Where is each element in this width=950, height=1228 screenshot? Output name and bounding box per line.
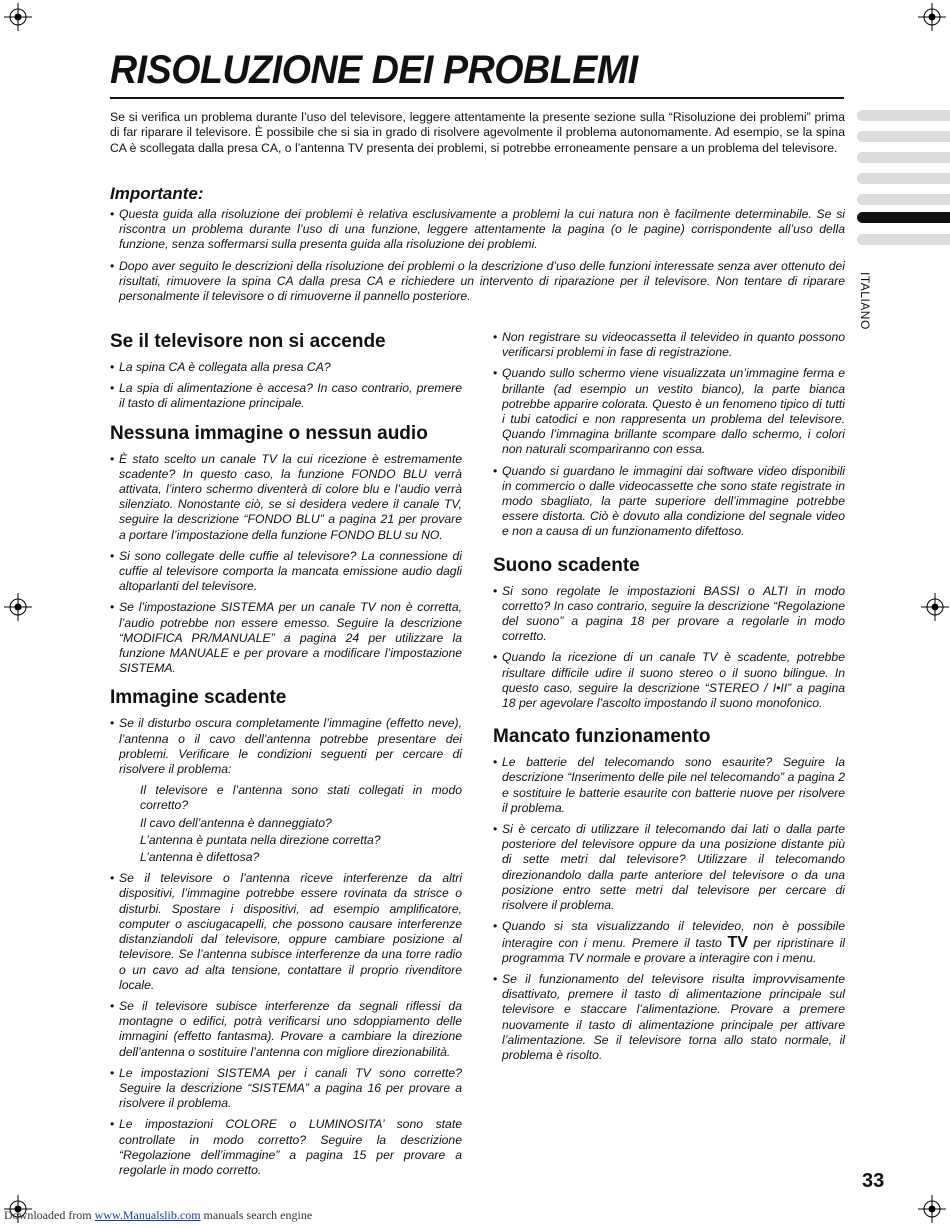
list-item: • Quando la ricezione di un canale TV è scadente, potrebbe risultare difficile udire il suono stereo o il suono bilingue. In questo caso, seguire la descrizione “STEREO / I•II” a pagina 18 per agevolare l’ascolto impostando il suono monofonico. xyxy=(493,650,845,711)
list-item: • Le impostazioni COLORE o LUMINOSITA’ sono state controllate in modo corretto? Seguire la descrizione “Regolazione dell’immagine” a pagina 15 per provare a regolarle in modo corretto. xyxy=(110,1117,462,1178)
registration-mark-icon xyxy=(4,593,32,621)
list-item xyxy=(493,919,845,966)
footer-link[interactable]: www.Manualslib.com xyxy=(94,1208,201,1222)
important-item: • Dopo aver seguito le descrizioni della risoluzione dei problemi o la descrizione d’uso delle funzioni interessate senza aver ottenuto dei risultati, rimuovere la spina CA dalla presa CA e richiedere un intervento di riparazione per il televisore. Non tentare di riparare personalmente il televisore o di rimuoverne il pannello posteriore. xyxy=(110,259,845,305)
page-title: RISOLUZIONE DEI PROBLEMI xyxy=(110,48,638,92)
important-heading: Importante: xyxy=(110,184,204,203)
side-tab xyxy=(857,234,950,245)
check-list xyxy=(140,783,462,865)
list-item: • Si sono collegate delle cuffie al televisore? La connessione di cuffie al televisore comporta la mancata emissione audio dagli altoparlanti del televisore. xyxy=(110,549,462,595)
list-item-text: per ripristinare il programma TV normale e provare a interagire con i menu. xyxy=(502,935,845,965)
section-heading-malfunction: Mancato funzionamento xyxy=(493,726,711,748)
tv-key-label: TV xyxy=(727,933,748,951)
right-column xyxy=(493,330,845,1069)
footer-suffix: manuals search engine xyxy=(203,1208,313,1222)
no-image-list xyxy=(110,452,462,677)
side-tab xyxy=(857,110,950,121)
check-item: L’antenna è difettosa? xyxy=(140,850,260,865)
poor-image-list xyxy=(110,716,462,1178)
important-list xyxy=(110,207,845,310)
registration-mark-icon xyxy=(918,1195,946,1223)
side-tab xyxy=(857,173,950,184)
section-heading-power: Se il televisore non si accende xyxy=(110,331,386,352)
list-item: • Quando sullo schermo viene visualizzata un’immagine ferma e brillante (ad esempio un vestito bianco), la parte bianca potrebbe apparire colorata. Questo è un fenomeno tipico di tutti i tubi catodici e non rappresenta un problema del televisore. Quando l’immagina brillante scompare dallo schermo, i colori non naturali scompariranno con essa. xyxy=(493,366,845,457)
section-heading-no-image: Nessuna immagine o nessun audio xyxy=(110,422,428,444)
left-column xyxy=(110,330,462,1184)
side-language-label: ITALIANO xyxy=(858,272,872,330)
list-item: • Si sono regolate le impostazioni BASSI o ALTI in modo corretto? In caso contrario, seguire la descrizione “Regolazione del suono” a pagina 18 per provare a regolarle in modo corretto. xyxy=(493,584,845,645)
footer xyxy=(4,1208,312,1223)
list-item: • È stato scelto un canale TV la cui ricezione è estremamente scadente? In questo caso, la funzione FONDO BLU verrà attivata, l’intero schermo diventerà di colore blu e l’audio verrà silenziato. Nonostante ciò, se si desidera vedere il canale TV, seguire la descrizione “FONDO BLU” a pagina 21 per provare a portare l’impostazione della funzione FONDO BLU su NO. xyxy=(110,452,462,543)
list-item: • Le batterie del telecomando sono esaurite? Seguire la descrizione “Inserimento delle pile nel telecomando” a pagina 2 e sostituire le batterie esaurite con batterie nuove per risolvere il problema. xyxy=(493,755,845,816)
list-item: • Non registrare su videocassetta il televideo in quanto possono verificarsi problemi in fase di registrazione. xyxy=(493,330,845,360)
list-item: • La spina CA è collegata alla presa CA? xyxy=(110,360,462,375)
list-item: • La spia di alimentazione è accesa? In caso contrario, premere il tasto di alimentazione principale. xyxy=(110,381,462,411)
side-tab-active xyxy=(857,212,950,223)
side-tab xyxy=(857,194,950,205)
power-list xyxy=(110,360,462,412)
list-item: • Se il televisore subisce interferenze da segnali riflessi da montagne o edifici, potrà verificarsi uno sdoppiamento delle immagini (effetto fantasma). Provare a cambiare la direzione dell’antenna o sostituire l’antenna con migliore direzionabilità. xyxy=(110,999,462,1060)
page-number: 33 xyxy=(862,1170,885,1192)
intro-paragraph: Se si verifica un problema durante l’uso del televisore, leggere attentamente la presente sezione sulla “Risoluzione dei problemi” prima di far riparare il televisore. È possibile che si sia in grado di risolvere agevolmente il problema autonomamente. Ad esempio, se la spina CA è scollegata dalla presa CA, o l’antenna TV presenta dei problemi, si potrebbe erroneamente pensare a un problema del televisore. xyxy=(110,110,845,155)
section-heading-sound: Suono scadente xyxy=(493,554,640,576)
check-item: Il cavo dell’antenna è danneggiato? xyxy=(140,815,332,830)
continued-list xyxy=(493,330,845,540)
side-tab xyxy=(857,131,950,142)
side-tab xyxy=(857,152,950,163)
registration-mark-icon xyxy=(4,3,32,31)
list-item: • Se l’impostazione SISTEMA per un canale TV non è corretta, l’audio potrebbe non essere emesso. Seguire la descrizione “MODIFICA PR/MANUALE” a pagina 24 per utilizzare la funzione MANUALE e per provare a modificare l’impostazione SISTEMA. xyxy=(110,600,462,676)
section-heading-poor-image: Immagine scadente xyxy=(110,687,287,709)
list-item: • Se il funzionamento del televisore risulta improvvisamente disattivato, premere il tasto di alimentazione principale sul televisore e staccare l’alimentazione. Provare a premere nuovamente il tasto di alimentazione principale per attivare l’alimentazione. Se il televisore torna allo stato normale, il problema è risolto. xyxy=(493,972,845,1063)
list-item: • Si è cercato di utilizzare il telecomando dai lati o dalla parte posteriore del televisore oppure da una posizione distante più di sette metri dal televisore? Utilizzare il telecomando direzionandolo dalla parte anteriore del televisore o da una posizione entro sette metri dal televisore per cercare di risolvere il problema. xyxy=(493,822,845,913)
footer-prefix: Downloaded from xyxy=(4,1208,92,1222)
registration-mark-icon xyxy=(918,3,946,31)
important-item: • Questa guida alla risoluzione dei problemi è relativa esclusivamente a problemi la cui natura non è facilmente determinabile. Se si riscontra un problema durante l’uso di una funzione, leggere attentamente la pagina (o le pagine) corrispondente all’uso della funzione, senza soffermarsi sulla presenta guida alla risoluzione dei problemi. xyxy=(110,207,845,253)
list-item: • Se il televisore o l’antenna riceve interferenze da altri dispositivi, l’immagine potrebbe essere rovinata da strisce o disturbi. Spostare i dispositivi, ad esempio amplificatore, computer o asciugacapelli, che possono causare interferenze distanziandoli dal televisore, oppure cambiare posizione al televisore. Se l’antenna subisce interferenze da una torre radio o un cavo ad alta tensione, contattare il proprio rivenditore locale. xyxy=(110,871,462,993)
list-item xyxy=(110,716,462,865)
check-item: Il televisore e l’antenna sono stati collegati in modo corretto? xyxy=(140,783,462,813)
registration-mark-icon xyxy=(921,593,949,621)
malfunction-list xyxy=(493,755,845,1063)
list-item-text: Quando si sta visualizzando il televideo, non è possibile interagire con i menu. Premere il tasto xyxy=(502,919,845,950)
sound-list xyxy=(493,584,845,712)
title-rule xyxy=(110,97,844,99)
list-item-text: Se il disturbo oscura completamente l’immagine (effetto neve), l’antenna o il cavo dell’antenna potrebbe presentare dei problemi. Verificare le condizioni seguenti per cercare di risolvere il problema: xyxy=(119,716,462,777)
list-item: • Le impostazioni SISTEMA per i canali TV sono corrette? Seguire la descrizione “SISTEMA” a pagina 16 per provare a risolvere il problema. xyxy=(110,1066,462,1112)
check-item: L’antenna è puntata nella direzione corretta? xyxy=(140,832,381,847)
list-item: • Quando si guardano le immagini dai software video disponibili in commercio o dalle videocassette che sono state registrate in modo sbagliato, la parte superiore dell’immagine potrebbe essere distorta. Ciò è dovuto alla condizione del segnale video e non a causa di un funzionamento difettoso. xyxy=(493,464,845,540)
